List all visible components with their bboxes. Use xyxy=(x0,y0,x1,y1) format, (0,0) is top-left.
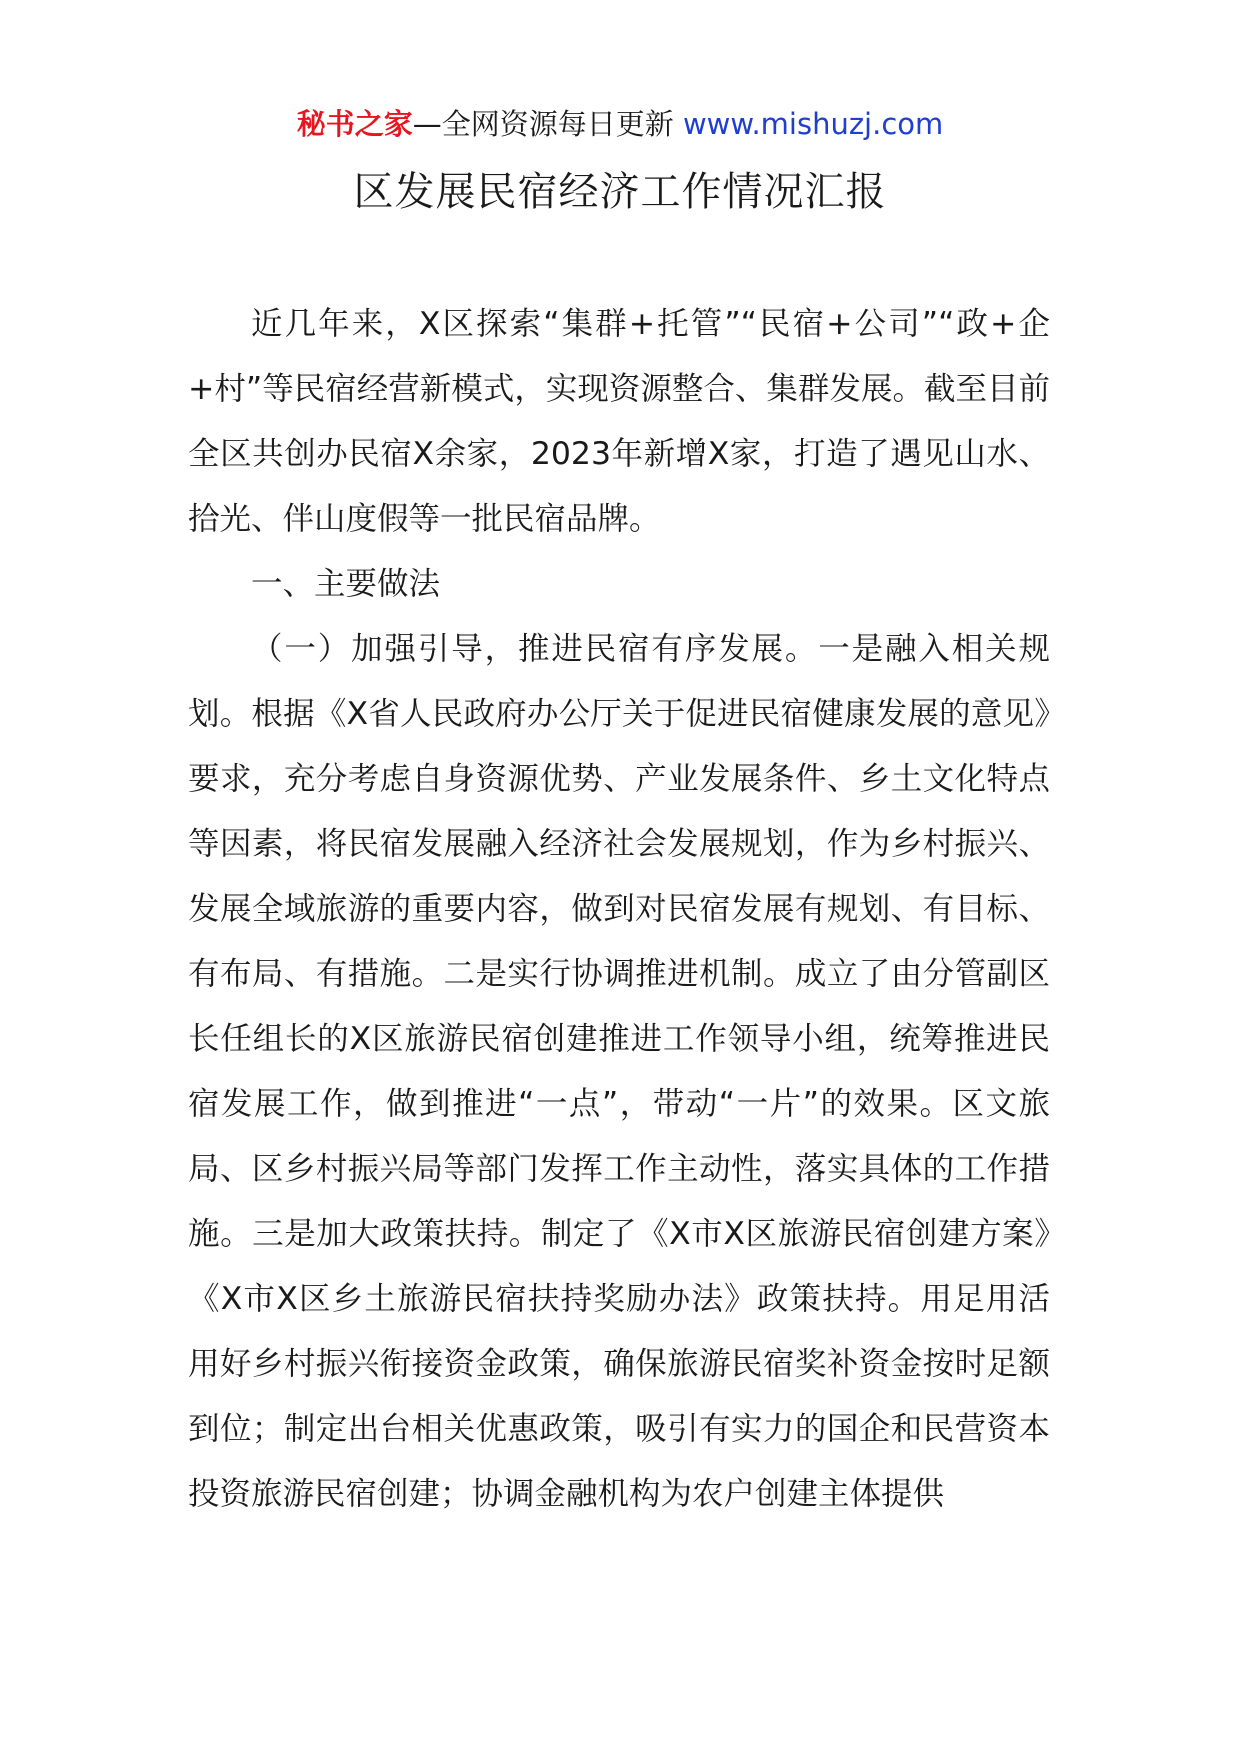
intro-paragraph: 近几年来，X区探索“集群+托管”“民宿+公司”“政+企+村”等民宿经营新模式，实现资源整合、集群发展。截至目前全区共创办民宿X余家，2023年新增X家，打造了遇见山水、拾光、伴山度假等一批民宿品牌。 xyxy=(188,306,1050,537)
site-url-link[interactable]: www.mishuzj.com xyxy=(682,107,944,141)
document-body xyxy=(188,292,1050,1527)
brand-name: 秘书之家 xyxy=(296,107,413,141)
document-title: 区发展民宿经济工作情况汇报 xyxy=(353,169,887,215)
body-paragraph: （一）加强引导，推进民宿有序发展。一是融入相关规划。根据《X省人民政府办公厅关于促进民宿健康发展的意见》要求，充分考虑自身资源优势、产业发展条件、乡土文化特点等因素，将民宿发展融入经济社会发展规划，作为乡村振兴、发展全域旅游的重要内容，做到对民宿发展有规划、有目标、有布局、有措施。二是实行协调推进机制。成立了由分管副区长任组长的X区旅游民宿创建推进工作领导小组，统筹推进民宿发展工作，做到推进“一点”，带动“一片”的效果。区文旅局、区乡村振兴局等部门发挥工作主动性，落实具体的工作措施。三是加大政策扶持。制定了《X市X区旅游民宿创建方案》《X市X区乡土旅游民宿扶持奖励办法》政策扶持。用足用活用好乡村振兴衔接资金政策，确保旅游民宿奖补资金按时足额到位；制定出台相关优惠政策，吸引有实力的国企和民营资本投资旅游民宿创建；协调金融机构为农户创建主体提供 xyxy=(188,631,1050,1512)
header-slogan: —全网资源每日更新 xyxy=(412,107,674,141)
section-heading: 一、主要做法 xyxy=(251,566,441,602)
site-header xyxy=(0,106,1240,142)
